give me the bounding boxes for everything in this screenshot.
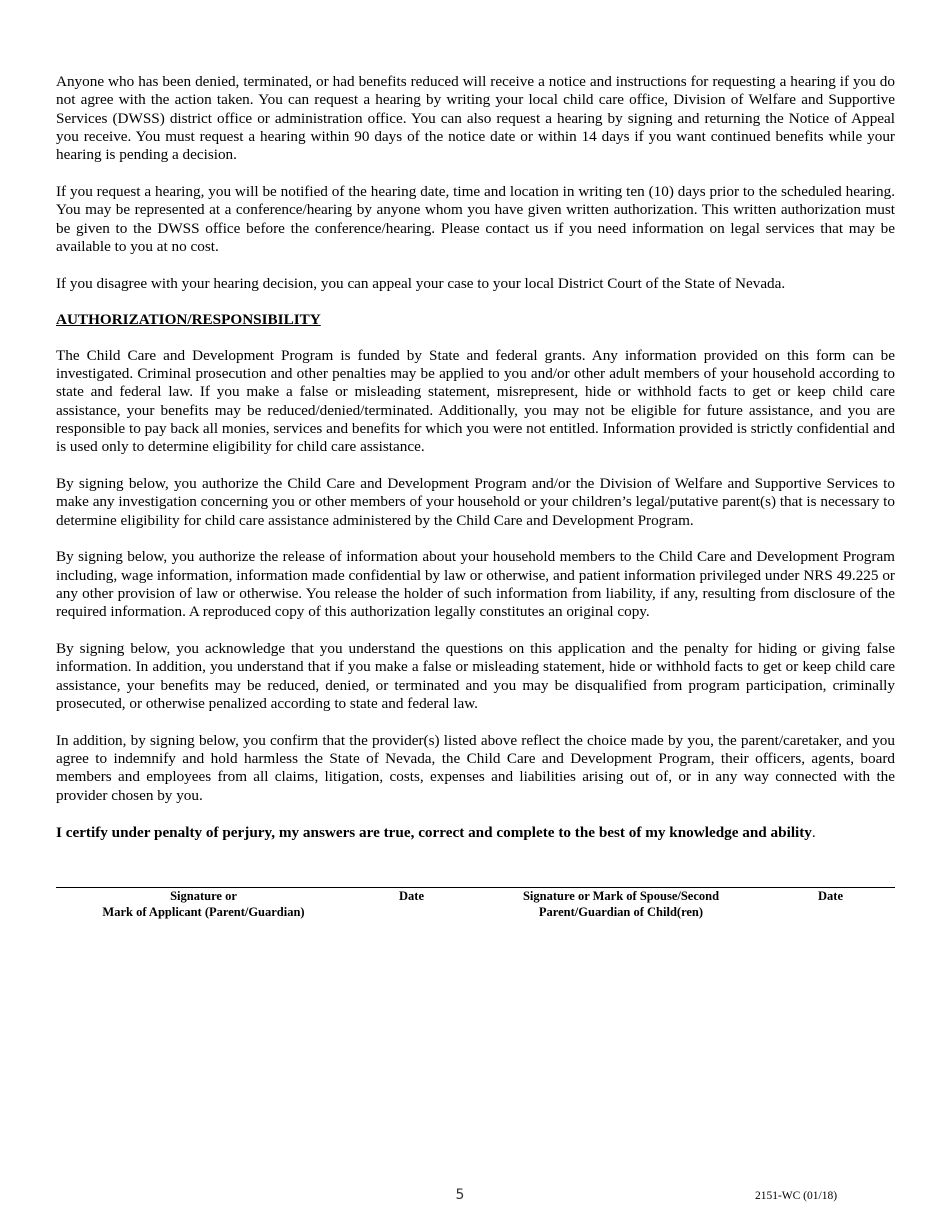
paragraph-investigation-authorization: By signing below, you authorize the Child Care and Development Program and/or the Division of Welfare and Supportive Services to make any investigation concerning you or other members of your household or your children’s legal/putative parent(s) that is necessary to determine eligibility for child care assistance administered by the Child Care and Development Program.	[56, 475, 895, 529]
certification-period: .	[811, 823, 816, 841]
applicant-signature-label-line2: Mark of Applicant (Parent/Guardian)	[102, 904, 305, 919]
paragraph-acknowledgement: By signing below, you acknowledge that you understand the questions on this application and the penalty for hiding or giving false information. In addition, you understand that if you make a false or misleading statement, hide or withhold facts to get or keep child care assistance, your benefits may be reduced, denied, or terminated and you may be disqualified from program participation, criminally prosecuted, or otherwise penalized according to state and federal law.	[56, 640, 895, 713]
applicant-signature-label	[56, 889, 351, 920]
spouse-signature-label-line2: Parent/Guardian of Child(ren)	[538, 904, 704, 919]
paragraph-hearing-notification: If you request a hearing, you will be notified of the hearing date, time and location in writing ten (10) days prior to the scheduled hearing. You may be represented at a conference/hearing by anyone whom you have given written authorization. This written authorization must be given to the DWSS office before the conference/hearing. Please contact us if you need information on legal services that may be available to you at no cost.	[56, 182, 895, 255]
certification-statement	[56, 824, 895, 842]
spouse-date-text: Date	[818, 889, 843, 903]
page-number: 5	[455, 1187, 465, 1203]
signature-line[interactable]	[56, 887, 895, 928]
paragraph-program-funding: The Child Care and Development Program is funded by State and federal grants. Any information provided on this form can be investigated. Criminal prosecution and other penalties may be applied to you and/or other adult members of your household according to state and federal law. If you make a false or misleading statement, misrepresent, hide or withhold facts to get or keep child care assistance, your benefits may be reduced/denied/terminated. Additionally, you may not be eligible for future assistance, and you are responsible to pay back all monies, services and benefits for which you were not entitled. Information provided is strictly confidential and is used only to determine eligibility for child care assistance.	[56, 346, 895, 456]
spouse-signature-label	[466, 889, 776, 920]
paragraph-court-appeal: If you disagree with your hearing decision, you can appeal your case to your local District Court of the State of Nevada.	[56, 274, 786, 292]
paragraph-hearing-request: Anyone who has been denied, terminated, or had benefits reduced will receive a notice and instructions for requesting a hearing if you do not agree with the action taken. You can request a hearing by writing your local child care office, Division of Welfare and Supportive Services (DWSS) district office or administration office. You can also request a hearing by signing and returning the Notice of Appeal you receive. You must request a hearing within 90 days of the notice date or within 14 days if you want continued benefits while your hearing is pending a decision.	[56, 73, 895, 164]
form-number: 2151-WC (01/18)	[754, 1190, 838, 1202]
section-heading-authorization: AUTHORIZATION/RESPONSIBILITY	[56, 311, 321, 329]
paragraph-indemnification: In addition, by signing below, you confirm that the provider(s) listed above reflect the choice made by you, the parent/caretaker, and you agree to indemnify and hold harmless the State of Nevada, the Child Care and Development Program, their officers, agents, board members and employees from all claims, litigation, costs, expenses and liabilities arising out of, or in any way connected with the provider chosen by you.	[56, 731, 895, 804]
spouse-signature-label-line1: Signature or Mark of Spouse/Second	[522, 889, 720, 903]
spouse-date-label	[773, 889, 888, 905]
applicant-date-text: Date	[399, 889, 424, 903]
paragraph-release-of-information: By signing below, you authorize the release of information about your household members to the Child Care and Development Program including, wage information, information made confidential by law or otherwise, and patient information privileged under NRS 49.225 or any other provision of law or otherwise. You release the holder of such information from liability, if any, resulting from disclosure of the required information. A reproduced copy of this authorization legally constitutes an original copy.	[56, 548, 895, 621]
document-body	[56, 73, 895, 842]
applicant-signature-label-line1: Signature or	[170, 889, 237, 903]
certification-text: I certify under penalty of perjury, my answers are true, correct and complete to the best of my knowledge and ability	[56, 823, 812, 841]
applicant-date-label	[354, 889, 469, 905]
